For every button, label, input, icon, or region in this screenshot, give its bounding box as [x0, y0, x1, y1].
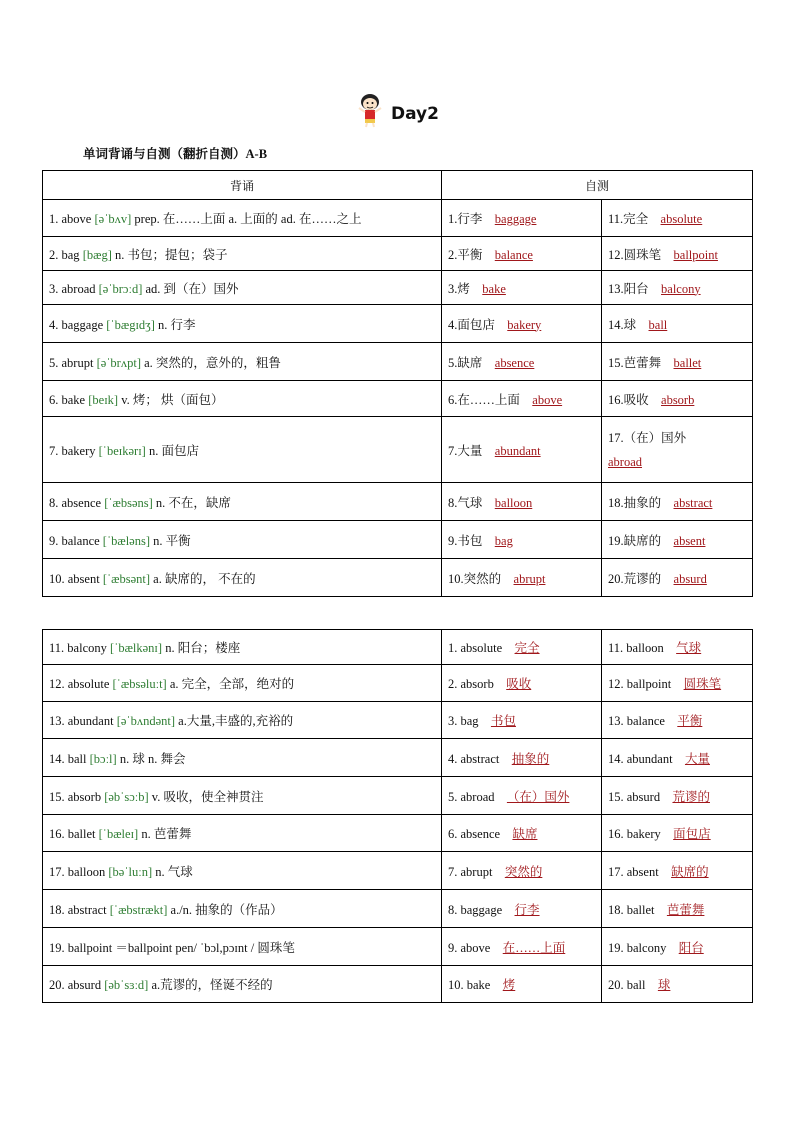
entry-ipa: [əbˈsɔːb] [104, 789, 149, 804]
prompt: 2. absorb [448, 677, 494, 691]
selftest-cell [602, 305, 753, 343]
entry-definition: ad. 到（在）国外 [145, 281, 239, 296]
entry-number: 14. [49, 751, 65, 766]
title-bar [0, 92, 794, 132]
entry-number: 2. [49, 247, 59, 262]
entry-word: baggage [61, 317, 104, 332]
recite-cell [43, 815, 442, 852]
selftest-cell [442, 381, 602, 417]
section-subtitle [83, 144, 267, 162]
entry-word: abroad [61, 281, 96, 296]
entry-word: bake [61, 392, 86, 407]
recite-cell [43, 271, 442, 305]
entry-number: 13. [49, 714, 65, 728]
answer: bake [482, 281, 506, 296]
prompt: 14. abundant [608, 751, 673, 766]
entry-word: absurd [67, 978, 102, 992]
answer: 芭蕾舞 [666, 902, 705, 917]
prompt: 8.气球 [448, 495, 483, 510]
prompt: 1. absolute [448, 641, 503, 655]
selftest-cell [602, 928, 753, 966]
selftest-cell [602, 417, 753, 483]
answer: absolute [660, 212, 703, 226]
table-row [43, 966, 753, 1003]
prompt: 6.在……上面 [448, 392, 520, 407]
answer: 圆珠笔 [683, 677, 722, 691]
answer: absurd [673, 571, 707, 586]
selftest-cell [602, 381, 753, 417]
entry-word: bag [61, 247, 80, 262]
selftest-cell [442, 928, 602, 966]
table-row [43, 852, 753, 890]
table-row [43, 271, 753, 305]
recite-cell [43, 237, 442, 271]
table-row [43, 305, 753, 343]
recite-cell [43, 521, 442, 559]
entry-number: 9. [49, 533, 59, 548]
entry-word: abundant [67, 714, 114, 728]
vocab-table-1 [42, 170, 753, 597]
entry-definition: n. 球 n. 舞会 [119, 751, 186, 766]
entry-definition: n. 芭蕾舞 [141, 827, 192, 841]
entry-ipa: [ˈbælkənɪ] [110, 641, 163, 655]
entry-ipa: [ˈæbstrækt] [109, 902, 168, 917]
entry-ipa: [bəˈluːn] [108, 864, 153, 879]
entry-number: 6. [49, 392, 59, 407]
selftest-cell [602, 815, 753, 852]
selftest-cell [602, 852, 753, 890]
selftest-cell [442, 521, 602, 559]
entry-ipa: [ˈbæleɪ] [98, 827, 139, 841]
entry-definition: n. 行李 [158, 317, 196, 332]
answer: bakery [507, 317, 542, 332]
prompt: 3.烤 [448, 281, 470, 296]
entry-ipa: [əˈbʌv] [94, 212, 132, 226]
selftest-cell [442, 665, 602, 702]
entry-number: 17. [49, 864, 65, 879]
prompt: 8. baggage [448, 902, 503, 917]
answer: 突然的 [504, 864, 543, 879]
entry-ipa: [əˈbrɔːd] [98, 281, 143, 296]
entry-definition: a. 完全，全部，绝对的 [169, 677, 295, 691]
prompt: 20. ball [608, 978, 646, 992]
recite-cell [43, 381, 442, 417]
entry-definition: a.荒谬的，怪诞不经的 [151, 978, 273, 992]
entry-definition: n. 不在，缺席 [155, 495, 231, 510]
prompt: 3. bag [448, 714, 479, 728]
header-selftest: 自测 [442, 171, 753, 200]
entry-ipa: [ˈæbsəns] [104, 495, 153, 510]
recite-cell [43, 305, 442, 343]
selftest-cell [442, 237, 602, 271]
selftest-cell [602, 966, 753, 1003]
answer: balcony [661, 281, 701, 296]
recite-cell [43, 739, 442, 777]
entry-definition: n. 气球 [155, 864, 193, 879]
entry-definition: ＝ballpoint pen/ ˈbɔl,pɔɪnt / 圆珠笔 [115, 940, 295, 955]
entry-definition: a./n. 抽象的（作品） [170, 902, 283, 917]
prompt: 9. above [448, 940, 491, 955]
recite-cell [43, 343, 442, 381]
table-row [43, 739, 753, 777]
table-row [43, 417, 753, 483]
answer: 在……上面 [502, 940, 566, 955]
table-row [43, 381, 753, 417]
table-row [43, 665, 753, 702]
answer: abundant [494, 443, 541, 458]
entry-word: balloon [67, 864, 106, 879]
selftest-cell [602, 890, 753, 928]
answer: 荒谬的 [672, 789, 710, 804]
selftest-cell [602, 271, 753, 305]
answer: balance [494, 247, 533, 262]
recite-cell [43, 200, 442, 237]
table-row [43, 200, 753, 237]
prompt: 14.球 [608, 317, 637, 332]
selftest-cell [442, 630, 602, 665]
entry-definition: a.大量,丰盛的,充裕的 [178, 714, 294, 728]
entry-word: abstract [67, 902, 107, 917]
entry-definition: n. 平衡 [153, 533, 191, 548]
table-row [43, 928, 753, 966]
answer: abrupt [513, 571, 546, 586]
recite-cell [43, 559, 442, 597]
entry-ipa: [beɪk] [88, 392, 119, 407]
answer: 烤 [502, 978, 516, 992]
entry-definition: n. 书包；提包；袋子 [114, 247, 228, 262]
selftest-cell [602, 521, 753, 559]
entry-number: 16. [49, 827, 65, 841]
entry-number: 18. [49, 902, 65, 917]
entry-number: 8. [49, 495, 59, 510]
entry-ipa: [bæg] [82, 247, 112, 262]
prompt: 9.书包 [448, 533, 483, 548]
entry-word: above [61, 212, 92, 226]
prompt: 2.平衡 [448, 247, 483, 262]
cartoon-boy-icon [355, 92, 385, 128]
subtitle-text: 单词背诵与自测（翻折自测） [83, 146, 246, 161]
prompt: 12. ballpoint [608, 677, 672, 691]
answer: ballpoint [673, 247, 718, 262]
prompt: 12.圆珠笔 [608, 247, 662, 262]
selftest-cell [442, 343, 602, 381]
recite-cell [43, 852, 442, 890]
prompt: 17. absent [608, 864, 659, 879]
selftest-cell [442, 852, 602, 890]
answer: 缺席 [512, 827, 538, 841]
answer: bag [494, 533, 513, 548]
entry-ipa: [bɔːl] [89, 751, 117, 766]
prompt: 15.芭蕾舞 [608, 355, 662, 370]
selftest-cell [602, 777, 753, 815]
entry-number: 1. [49, 212, 59, 226]
entry-number: 15. [49, 789, 65, 804]
entry-word: abrupt [61, 355, 94, 370]
selftest-cell [602, 483, 753, 521]
selftest-cell [602, 200, 753, 237]
answer: abstract [673, 495, 713, 510]
answer: 缺席的 [671, 864, 709, 879]
entry-definition: n. 阳台；楼座 [165, 641, 241, 655]
answer: 阳台 [678, 940, 704, 955]
table-row [43, 630, 753, 665]
answer: abroad [608, 454, 643, 469]
entry-number: 5. [49, 355, 59, 370]
entry-definition: n. 面包店 [148, 443, 199, 458]
selftest-cell [602, 559, 753, 597]
prompt: 18.抽象的 [608, 495, 662, 510]
answer: 行李 [514, 902, 540, 917]
recite-cell [43, 777, 442, 815]
answer: 完全 [514, 641, 540, 655]
selftest-cell [602, 630, 753, 665]
header-recite: 背诵 [43, 171, 442, 200]
entry-word: balcony [67, 641, 107, 655]
answer: absence [494, 355, 535, 370]
entry-number: 4. [49, 317, 59, 332]
prompt: 4. abstract [448, 751, 500, 766]
entry-word: absorb [67, 789, 102, 804]
entry-word: ballpoint [67, 940, 113, 955]
selftest-cell [442, 559, 602, 597]
entry-ipa: [ˈbæləns] [102, 533, 151, 548]
entry-ipa: [ˈæbsənt] [102, 571, 151, 586]
entry-number: 11. [49, 641, 65, 655]
answer: 抽象的 [511, 751, 550, 766]
entry-word: ballet [67, 827, 96, 841]
prompt: 13. balance [608, 714, 665, 728]
answer: 面包店 [673, 827, 711, 841]
entry-word: balance [61, 533, 100, 548]
recite-cell [43, 966, 442, 1003]
recite-cell [43, 702, 442, 739]
answer: baggage [494, 212, 537, 226]
answer: 平衡 [677, 714, 703, 728]
prompt: 18. ballet [608, 902, 655, 917]
answer: ball [648, 317, 668, 332]
selftest-cell [442, 890, 602, 928]
selftest-cell [442, 417, 602, 483]
prompt: 16.吸收 [608, 392, 649, 407]
selftest-cell [442, 305, 602, 343]
prompt: 10. bake [448, 978, 491, 992]
recite-cell [43, 483, 442, 521]
entry-word: absence [61, 495, 102, 510]
prompt: 1.行李 [448, 212, 483, 226]
entry-definition: a. 缺席的， 不在的 [153, 571, 256, 586]
answer: 大量 [684, 751, 710, 766]
prompt: 17.（在）国外 [608, 430, 687, 445]
prompt: 19. balcony [608, 940, 667, 955]
selftest-cell [442, 200, 602, 237]
subtitle-range: A-B [245, 147, 268, 161]
page-title: Day2 [391, 104, 439, 124]
entry-word: absolute [67, 677, 110, 691]
answer: （在）国外 [506, 789, 570, 804]
selftest-cell [602, 343, 753, 381]
entry-word: absent [67, 571, 100, 586]
prompt: 15. absurd [608, 789, 661, 804]
table-row [43, 777, 753, 815]
entry-number: 7. [49, 443, 59, 458]
prompt: 5.缺席 [448, 355, 483, 370]
entry-definition: a. 突然的，意外的，粗鲁 [144, 355, 281, 370]
recite-cell [43, 890, 442, 928]
selftest-cell [442, 966, 602, 1003]
prompt: 19.缺席的 [608, 533, 662, 548]
table-row [43, 890, 753, 928]
entry-definition: v. 烤； 烘（面包） [121, 392, 224, 407]
entry-definition: prep. 在……上面 a. 上面的 ad. 在……之上 [134, 212, 362, 226]
table-row [43, 343, 753, 381]
prompt: 7.大量 [448, 443, 483, 458]
prompt: 16. bakery [608, 827, 661, 841]
selftest-cell [442, 739, 602, 777]
answer: absent [673, 533, 706, 548]
answer: 球 [657, 978, 671, 992]
answer: balloon [494, 495, 533, 510]
selftest-cell [442, 815, 602, 852]
recite-cell [43, 630, 442, 665]
selftest-cell [442, 271, 602, 305]
selftest-cell [442, 702, 602, 739]
selftest-cell [602, 739, 753, 777]
prompt: 13.阳台 [608, 281, 649, 296]
entry-ipa: [əˈbrʌpt] [96, 355, 141, 370]
entry-number: 19. [49, 940, 65, 955]
entry-word: ball [67, 751, 87, 766]
answer: absorb [661, 392, 695, 407]
prompt: 11.完全 [608, 212, 649, 226]
entry-ipa: [əˈbʌndənt] [116, 714, 176, 728]
table-row [43, 237, 753, 271]
prompt: 20.荒谬的 [608, 571, 662, 586]
table-row [43, 815, 753, 852]
entry-number: 20. [49, 978, 65, 992]
selftest-cell [442, 777, 602, 815]
prompt: 10.突然的 [448, 571, 502, 586]
selftest-cell [602, 702, 753, 739]
selftest-cell [442, 483, 602, 521]
prompt: 11. balloon [608, 641, 664, 655]
entry-definition: v. 吸收，使全神贯注 [151, 789, 264, 804]
answer: above [532, 392, 563, 407]
answer: ballet [673, 355, 702, 370]
entry-number: 10. [49, 571, 65, 586]
entry-word: bakery [61, 443, 96, 458]
vocab-table-2 [42, 629, 753, 1003]
prompt: 5. abroad [448, 789, 495, 804]
entry-ipa: [ˈæbsəluːt] [112, 677, 167, 691]
table-row [43, 702, 753, 739]
table-row [43, 483, 753, 521]
table-row [43, 521, 753, 559]
entry-number: 12. [49, 677, 65, 691]
recite-cell [43, 417, 442, 483]
entry-ipa: [ˈbeɪkərɪ] [98, 443, 146, 458]
prompt: 4.面包店 [448, 317, 495, 332]
table-row [43, 559, 753, 597]
prompt: 7. abrupt [448, 864, 493, 879]
answer: 气球 [676, 641, 702, 655]
selftest-cell [602, 237, 753, 271]
answer: 吸收 [506, 677, 532, 691]
prompt: 6. absence [448, 827, 501, 841]
entry-number: 3. [49, 281, 59, 296]
selftest-cell [602, 665, 753, 702]
entry-ipa: [əbˈsɜːd] [104, 978, 149, 992]
entry-ipa: [ˈbægɪdʒ] [106, 317, 155, 332]
recite-cell [43, 665, 442, 702]
answer: 书包 [490, 714, 516, 728]
recite-cell [43, 928, 442, 966]
